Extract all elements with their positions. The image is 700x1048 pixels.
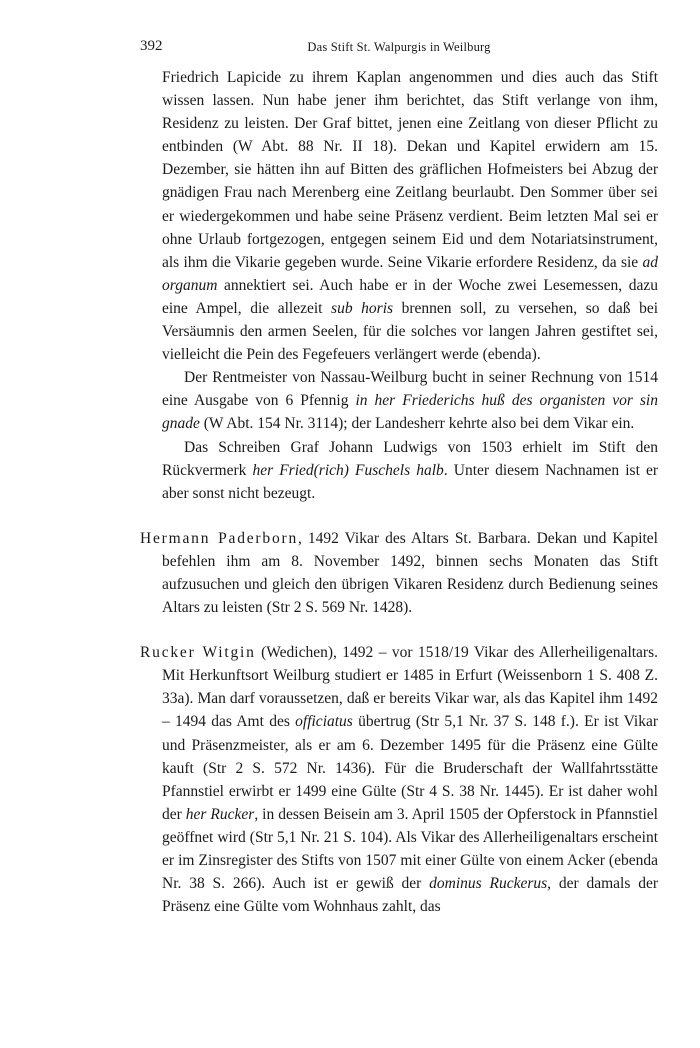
- paragraph-rentmeister: Der Rentmeister von Nassau-Weilburg bucht in seiner Rechnung von 1514 eine Ausgabe von 6 Pfennig in her Friederichs huß des organisten vor sin gnade (W Abt. 154 Nr. 3114); der Landesherr kehrte also bei dem Vikar ein.: [162, 369, 658, 433]
- entry-separator: [140, 619, 658, 641]
- entry-name: Hermann Paderborn: [140, 529, 299, 547]
- running-title: Das Stift St. Walpurgis in Weilburg: [307, 40, 491, 54]
- entry-hermann-paderborn: Hermann Paderborn, 1492 Vikar des Altars St. Barbara. Dekan und Kapitel befehlen ihm am 8. November 1492, binnen sechs Monaten das Stift aufzusuchen und gleich den übrigen Vikaren Residenz durch Bedienung seines Altars zu leisten (Str 2 S. 569 Nr. 1428).: [140, 529, 658, 617]
- paragraph-schreiben: Das Schreiben Graf Johann Ludwigs von 1503 erhielt im Stift den Rückvermerk her Fried(rich) Fuschels halb. Unter diesem Nachnamen ist er aber sonst nicht bezeugt.: [162, 438, 659, 502]
- body-text: [140, 66, 658, 918]
- entry-rucker-witgin: Rucker Witgin (Wedichen), 1492 – vor 1518/19 Vikar des Allerheiligenaltars. Mit Herkunftsort Weilburg studiert er 1485 in Erfurt (Weissenborn 1 S. 408 Z. 33a). Man darf voraussetzen, daß er bereits Vikar war, als das Kapitel ihm 1492 – 1494 das Amt des officiatus übertrug (Str 5,1 Nr. 37 S. 148 f.). Er ist Vikar und Präsenzmeister, als er am 6. Dezember 1495 für die Präsenz eine Gülte kauft (Str 2 S. 572 Nr. 1436). Für die Bruderschaft der Wallfahrtsstätte Pfannstiel erwirbt er 1499 eine Gülte (Str 4 S. 38 Nr. 1445). Er ist daher wohl der her Rucker, in dessen Beisein am 3. April 1505 der Opferstock in Pfannstiel geöffnet wird (Str 5,1 Nr. 21 S. 104). Als Vikar des Allerheiligenaltars erscheint er im Zinsregister des Stifts von 1507 mit einer Gülte von einem Acker (ebenda Nr. 38 S. 266). Auch ist er gewiß der dominus Ruckerus, der damals der Präsenz eine Gülte vom Wohnhaus zahlt, das: [140, 644, 659, 916]
- entry-separator: [140, 505, 658, 527]
- page-number: 392: [140, 38, 163, 54]
- paragraph-lapicide-continued: Friedrich Lapicide zu ihrem Kaplan angenommen und dies auch das Stift wissen lassen. Nun habe jener ihm berichtet, das Stift verlange von ihm, Residenz zu leisten. Der Graf bittet, jenen eine Zeitlang von dieser Pflicht zu entbinden (W Abt. 88 Nr. II 18). Dekan und Kapitel erwidern am 15. Dezember, sie hätten ihn auf Bitten des gräflichen Hofmeisters bei Abzug der gnädigen Frau nach Merenberg eine Zeitlang beurlaubt. Den Sommer über sei er wiedergekommen und habe seine Präsenz verdient. Beim letzten Mal sei er ohne Urlaub fortgezogen, entgegen seinem Eid und dem Notariatsinstrument, als ihm die Vikarie gegeben wurde. Seine Vikarie erfordere Residenz, da sie ad organum annektiert sei. Auch habe er in der Woche zwei Lesemessen, dazu eine Ampel, die allezeit sub horis brennen soll, zu versehen, so daß bei Versäumnis den armen Seelen, für die solches vor langen Jahren gestiftet sei, vielleicht die Pein des Fegefeuers verlängert werde (ebenda).: [162, 69, 659, 364]
- running-head: [140, 38, 658, 58]
- entry-name: Rucker Witgin: [140, 644, 256, 662]
